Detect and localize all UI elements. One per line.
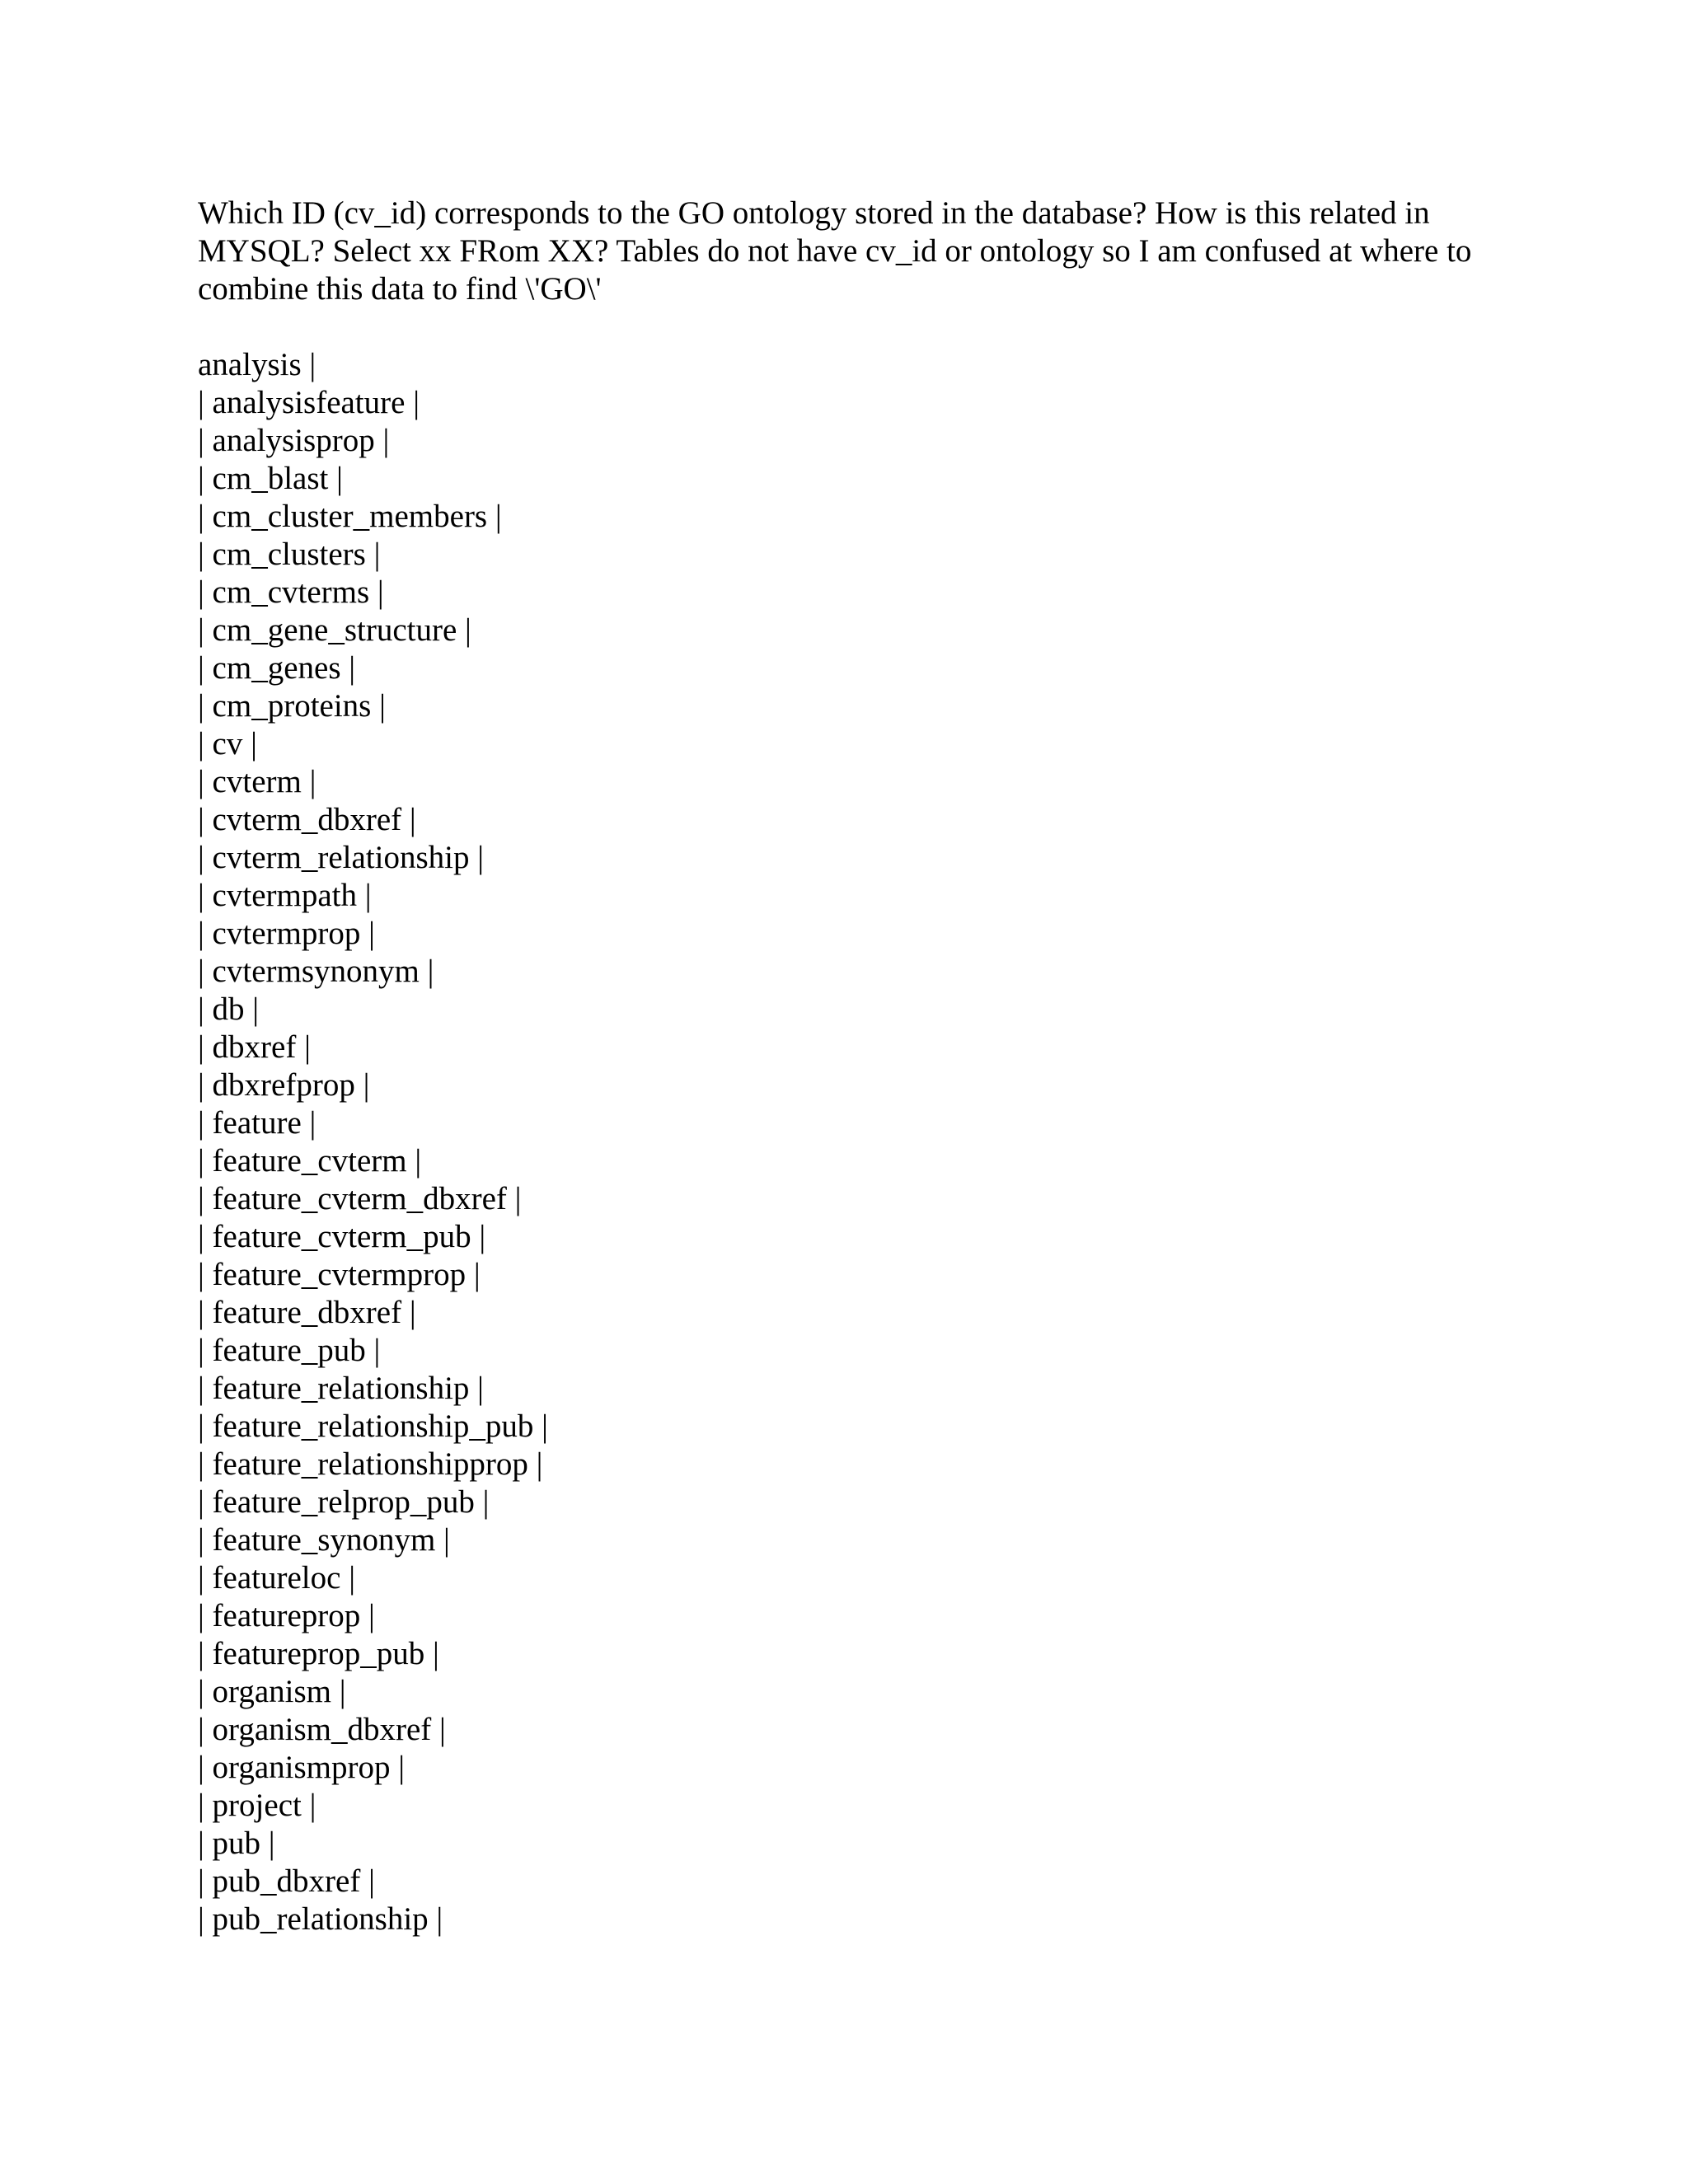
table-name-line: | cvterm_dbxref |	[198, 802, 416, 837]
table-name-line: | cm_clusters |	[198, 537, 381, 572]
table-name-line: | feature_relationshipprop |	[198, 1446, 543, 1482]
table-name-line: | cm_gene_structure |	[198, 612, 471, 648]
table-name-line: | feature_dbxref |	[198, 1295, 416, 1330]
table-name-line: | featureprop_pub |	[198, 1636, 439, 1671]
table-name-line: | feature_synonym |	[198, 1522, 450, 1558]
table-name-line: | featureloc |	[198, 1560, 356, 1596]
table-name-line: | feature_cvterm_pub |	[198, 1219, 486, 1254]
table-name-line: | cm_proteins |	[198, 688, 386, 724]
table-name-line: | cm_cluster_members |	[198, 499, 502, 534]
table-name-line: | feature_cvterm_dbxref |	[198, 1181, 522, 1216]
table-name-line: | cm_cvterms |	[198, 574, 384, 610]
table-name-line: | pub_relationship |	[198, 1901, 443, 1937]
table-name-line: | pub_dbxref |	[198, 1863, 375, 1899]
table-name-line: | organismprop |	[198, 1750, 406, 1785]
table-name-line: | organism |	[198, 1674, 346, 1709]
table-name-line: | feature_cvtermprop |	[198, 1257, 481, 1292]
table-name-line: | cvterm_relationship |	[198, 840, 485, 875]
table-name-line: | cvterm |	[198, 764, 316, 799]
table-name-line: | feature_relprop_pub |	[198, 1484, 490, 1520]
table-name-line: | project |	[198, 1788, 316, 1823]
table-name-line: | cvtermsynonym |	[198, 954, 434, 989]
table-name-line: | dbxrefprop |	[198, 1067, 370, 1103]
table-name-line: | analysisfeature |	[198, 385, 420, 420]
table-name-line: analysis |	[198, 347, 316, 382]
table-name-line: | cvtermprop |	[198, 916, 375, 951]
table-name-line: | analysisprop |	[198, 423, 390, 458]
table-name-line: | cvtermpath |	[198, 878, 372, 913]
table-name-line: | pub |	[198, 1825, 275, 1861]
table-name-line: | feature |	[198, 1105, 316, 1141]
table-name-line: | feature_relationship |	[198, 1371, 484, 1406]
table-name-line: | cm_blast |	[198, 461, 343, 496]
table-name-line: | feature_cvterm |	[198, 1143, 422, 1179]
table-name-line: | feature_relationship_pub |	[198, 1408, 548, 1444]
table-name-list	[198, 346, 548, 1938]
table-name-line: | cm_genes |	[198, 650, 356, 686]
question-paragraph: Which ID (cv_id) corresponds to the GO ontology stored in the database? How is this related in MYSQL? Select xx FRom XX? Tables do not have cv_id or ontology so I am confused at where to combine this data to find \'GO\'	[198, 195, 1472, 307]
table-name-line: | feature_pub |	[198, 1333, 381, 1368]
table-name-line: | db |	[198, 991, 260, 1027]
table-name-line: | cv |	[198, 726, 257, 762]
table-name-line: | featureprop |	[198, 1598, 375, 1633]
table-name-line: | organism_dbxref |	[198, 1712, 446, 1747]
table-name-line: | dbxref |	[198, 1029, 311, 1065]
